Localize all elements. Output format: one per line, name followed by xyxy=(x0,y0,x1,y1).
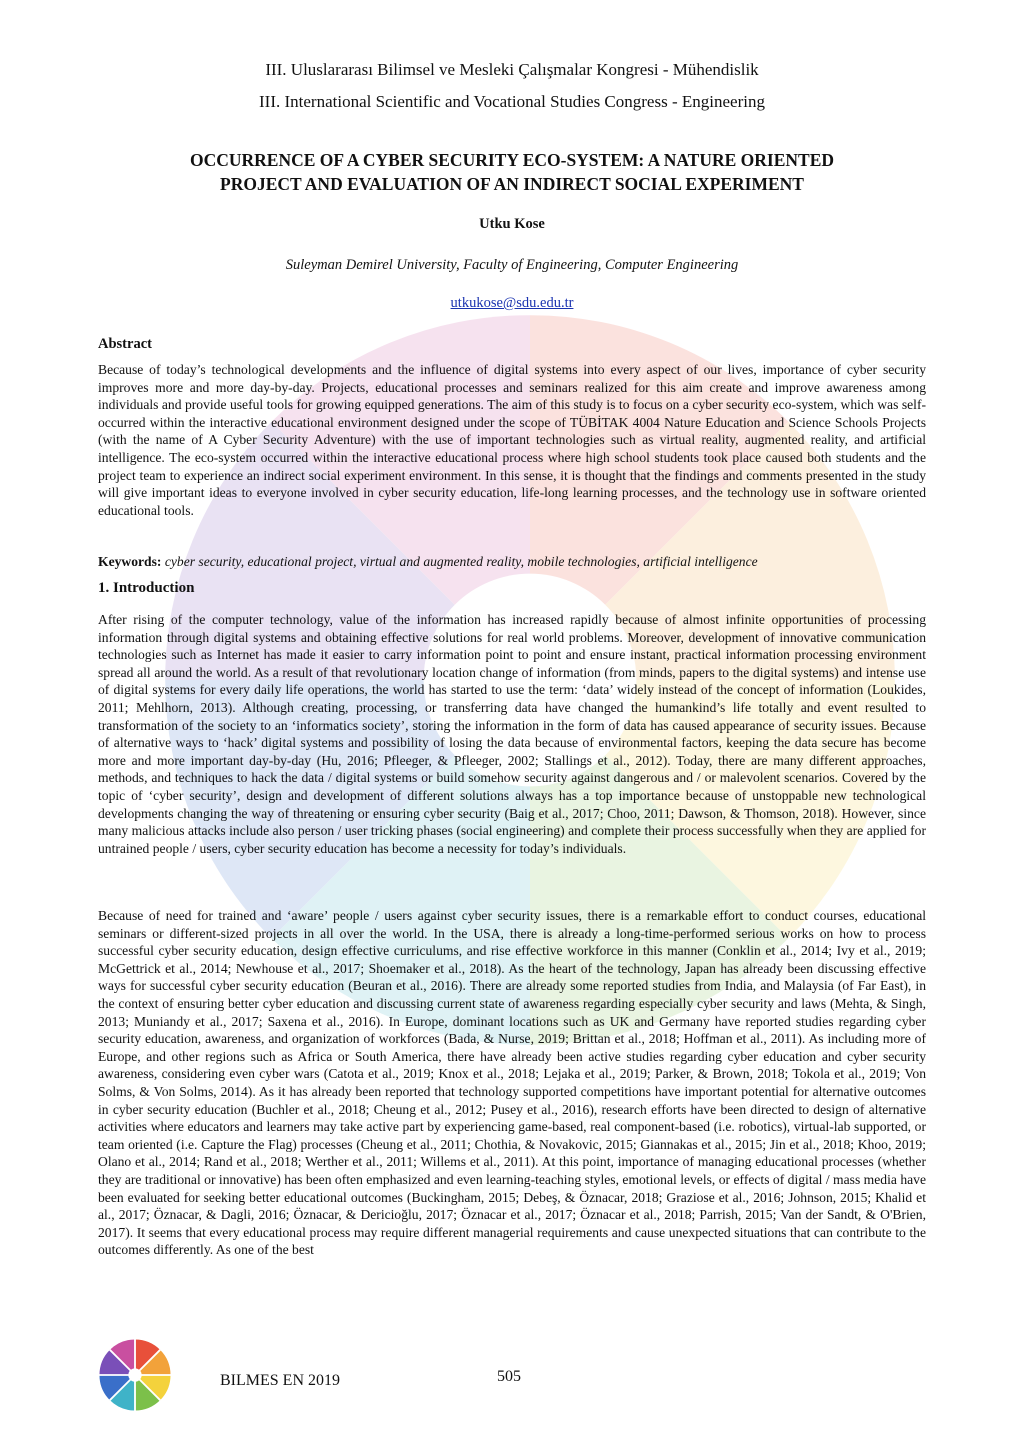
introduction-paragraph-2: Because of need for trained and ‘aware’ people / users against cyber security issues, there is a remarkable effort to conduct courses, educational seminars or different-sized projects in all over the world. In the USA, there is already a long-time-performed serious works on how to process successful cyber security education, design effective curriculums, and rise effective workforce in this manner (Conklin et al., 2014; Ivy et al., 2019; McGettrick et al., 2014; Newhouse et al., 2017; Shoemaker et al., 2018). As the heart of the technology, Japan has already been discussing effective ways for successful cyber security education (Beuran et al., 2016). There are already some reported studies from India, and Malaysia (of Far East), in the context of ensuring better cyber education and discussing current state of awareness regarding especially cyber security and laws (Mehta, & Singh, 2013; Muniandy et al., 2017; Saxena et al., 2016). In Europe, dominant locations such as UK and Germany have reported studies regarding cyber security education, awareness, and organization of workforces (Bada, & Nurse, 2019; Brittan et al., 2018; Hoffman et al., 2011). As including more of Europe, and other regions such as Africa or South America, there have already been active studies regarding cyber education and cyber security awareness, considering even cyber wars (Catota et al., 2019; Knox et al., 2018; Lejaka et al., 2019; Parker, & Brown, 2018; Tokola et al., 2019; Von Solms, & Von Solms, 2014). As it has already been reported that technology supported competitions have important potential for alternative outcomes in cyber security education (Buchler et al., 2018; Cheung et al., 2012; Pusey et al., 2016), research efforts have been directed to design of alternative activities where educators and learners may take active part by experiencing game-based, real component-based (i.e. robotics), virtual-lab supported, or team oriented (i.e. Capture the Flag) processes (Cheung et al., 2011; Chothia, & Novakovic, 2015; Giannakas et al., 2015; Jin et al., 2018; Khoo, 2019; Olano et al., 2014; Rand et al., 2018; Werther et al., 2011; Willems et al., 2011). At this point, importance of managing educational processes (whether they are traditional or innovative) has been often emphasized and even learning-teaching styles, emotional levels, or effects of digital / mass media have been evaluated for seeking better educational outcomes (Buckingham, 2015; Debeş, & Öznacar, 2018; Graziose et al., 2016; Johnson, 2015; Khalid et al., 2017; Öznacar, & Dagli, 2016; Öznacar, & Dericioğlu, 2017; Öznacar et al., 2017; Öznacar et al., 2018; Parrish, 2015; Van der Sandt, & O'Brien, 2017). It seems that every educational process may require different managerial requirements and cause unexpected situations that can contribute to the outcomes differently. As one of the best xyxy=(98,908,926,1258)
author-name: Utku Kose xyxy=(479,216,545,232)
author-affiliation: Suleyman Demirel University, Faculty of Engineering, Computer Engineering xyxy=(285,257,739,273)
paper-title xyxy=(98,148,926,196)
keywords-label: Keywords: xyxy=(98,554,162,569)
abstract-heading: Abstract xyxy=(98,336,152,352)
paper-title-line-1: OCCURRENCE OF A CYBER SECURITY ECO-SYSTEM: A NATURE ORIENTED xyxy=(189,150,835,170)
abstract-text: Because of today’s technological developments and the influence of digital systems into every aspect of our lives, importance of cyber security improves more and more day-by-day. Projects, educational processes and seminars realized for this aim create and improve awareness among individuals and provide useful tools for growing equipped generations. The aim of this study is to focus on a cyber security eco-system, which was self-occurred within the interactive educational environment designed under the scope of TÜBİTAK 4004 Nature Education and Science Schools Projects (with the name of A Cyber Security Adventure) with the use of important technologies such as virtual reality, augmented reality, and artificial intelligence. The eco-system occurred within the interactive educational process where high school students took place caused both students and the project team to experience an indirect social experiment environment. In this sense, it is thought that the findings and comments presented in the study will give important ideas to everyone involved in cyber security education, life-long learning processes, and the technology use in software oriented educational tools. xyxy=(98,362,926,518)
conference-title-english: III. International Scientific and Vocational Studies Congress - Engineering xyxy=(259,92,765,111)
keywords-value: cyber security, educational project, virtual and augmented reality, mobile technologies, artificial intelligence xyxy=(164,554,758,569)
introduction-heading: 1. Introduction xyxy=(98,580,195,596)
footer-venue: BILMES EN 2019 xyxy=(220,1372,340,1389)
introduction-paragraph-1: After rising of the computer technology, value of the information has increased rapidly because of almost infinite opportunities of processing information through digital systems and obtaining effective solutions for real world problems. Moreover, development of innovative communication technologies such as Internet has made it easier to carry information point to point and ensure instant, practical information processing environment spread all around the world. As a result of that revolutionary location change of information (from minds, papers to the digital systems) and intense use of digital systems for every daily life operations, the world has started to use the term: ‘data’ widely instead of the concept of information (Loukides, 2011; Mehlhorn, 2013). Although creating, processing, or transferring data have changed the humankind’s life totally and event resulted to transformation of the society to an ‘informatics society’, storing the information in the form of data has caused appearance of security issues. Because of alternative ways to ‘hack’ digital systems and possibility of losing the data because of environmental factors, keeping the data secure has become more and more important day-by-day (Hu, 2016; Pfleeger, & Pfleeger, 2002; Stallings et al., 2012). Today, there are many different approaches, methods, and techniques to hack the data / digital systems or build somehow security against dangerous and / or malevolent scenarios. Covered by the topic of ‘cyber security’, design and development of different solutions always has a top importance because of unstoppable new technological developments changing the way of threatening or ensuring cyber security (Baig et al., 2017; Choo, 2011; Dawson, & Thomson, 2018). However, since many malicious attacks include also person / user tricking phases (social engineering) and complete their process successfully when they are applied for untrained people / users, cyber security education has become a necessity for today’s individuals. xyxy=(98,612,926,856)
paper-title-line-2: PROJECT AND EVALUATION OF AN INDIRECT SOCIAL EXPERIMENT xyxy=(220,174,804,194)
congress-logo-icon xyxy=(98,1338,172,1412)
conference-title-turkish: III. Uluslararası Bilimsel ve Mesleki Çalışmalar Kongresi - Mühendislik xyxy=(265,60,759,79)
email-link[interactable]: utkukose@sdu.edu.tr xyxy=(450,295,574,311)
page-number: 505 xyxy=(497,1368,521,1385)
author-email xyxy=(98,295,926,312)
keywords xyxy=(98,553,926,571)
